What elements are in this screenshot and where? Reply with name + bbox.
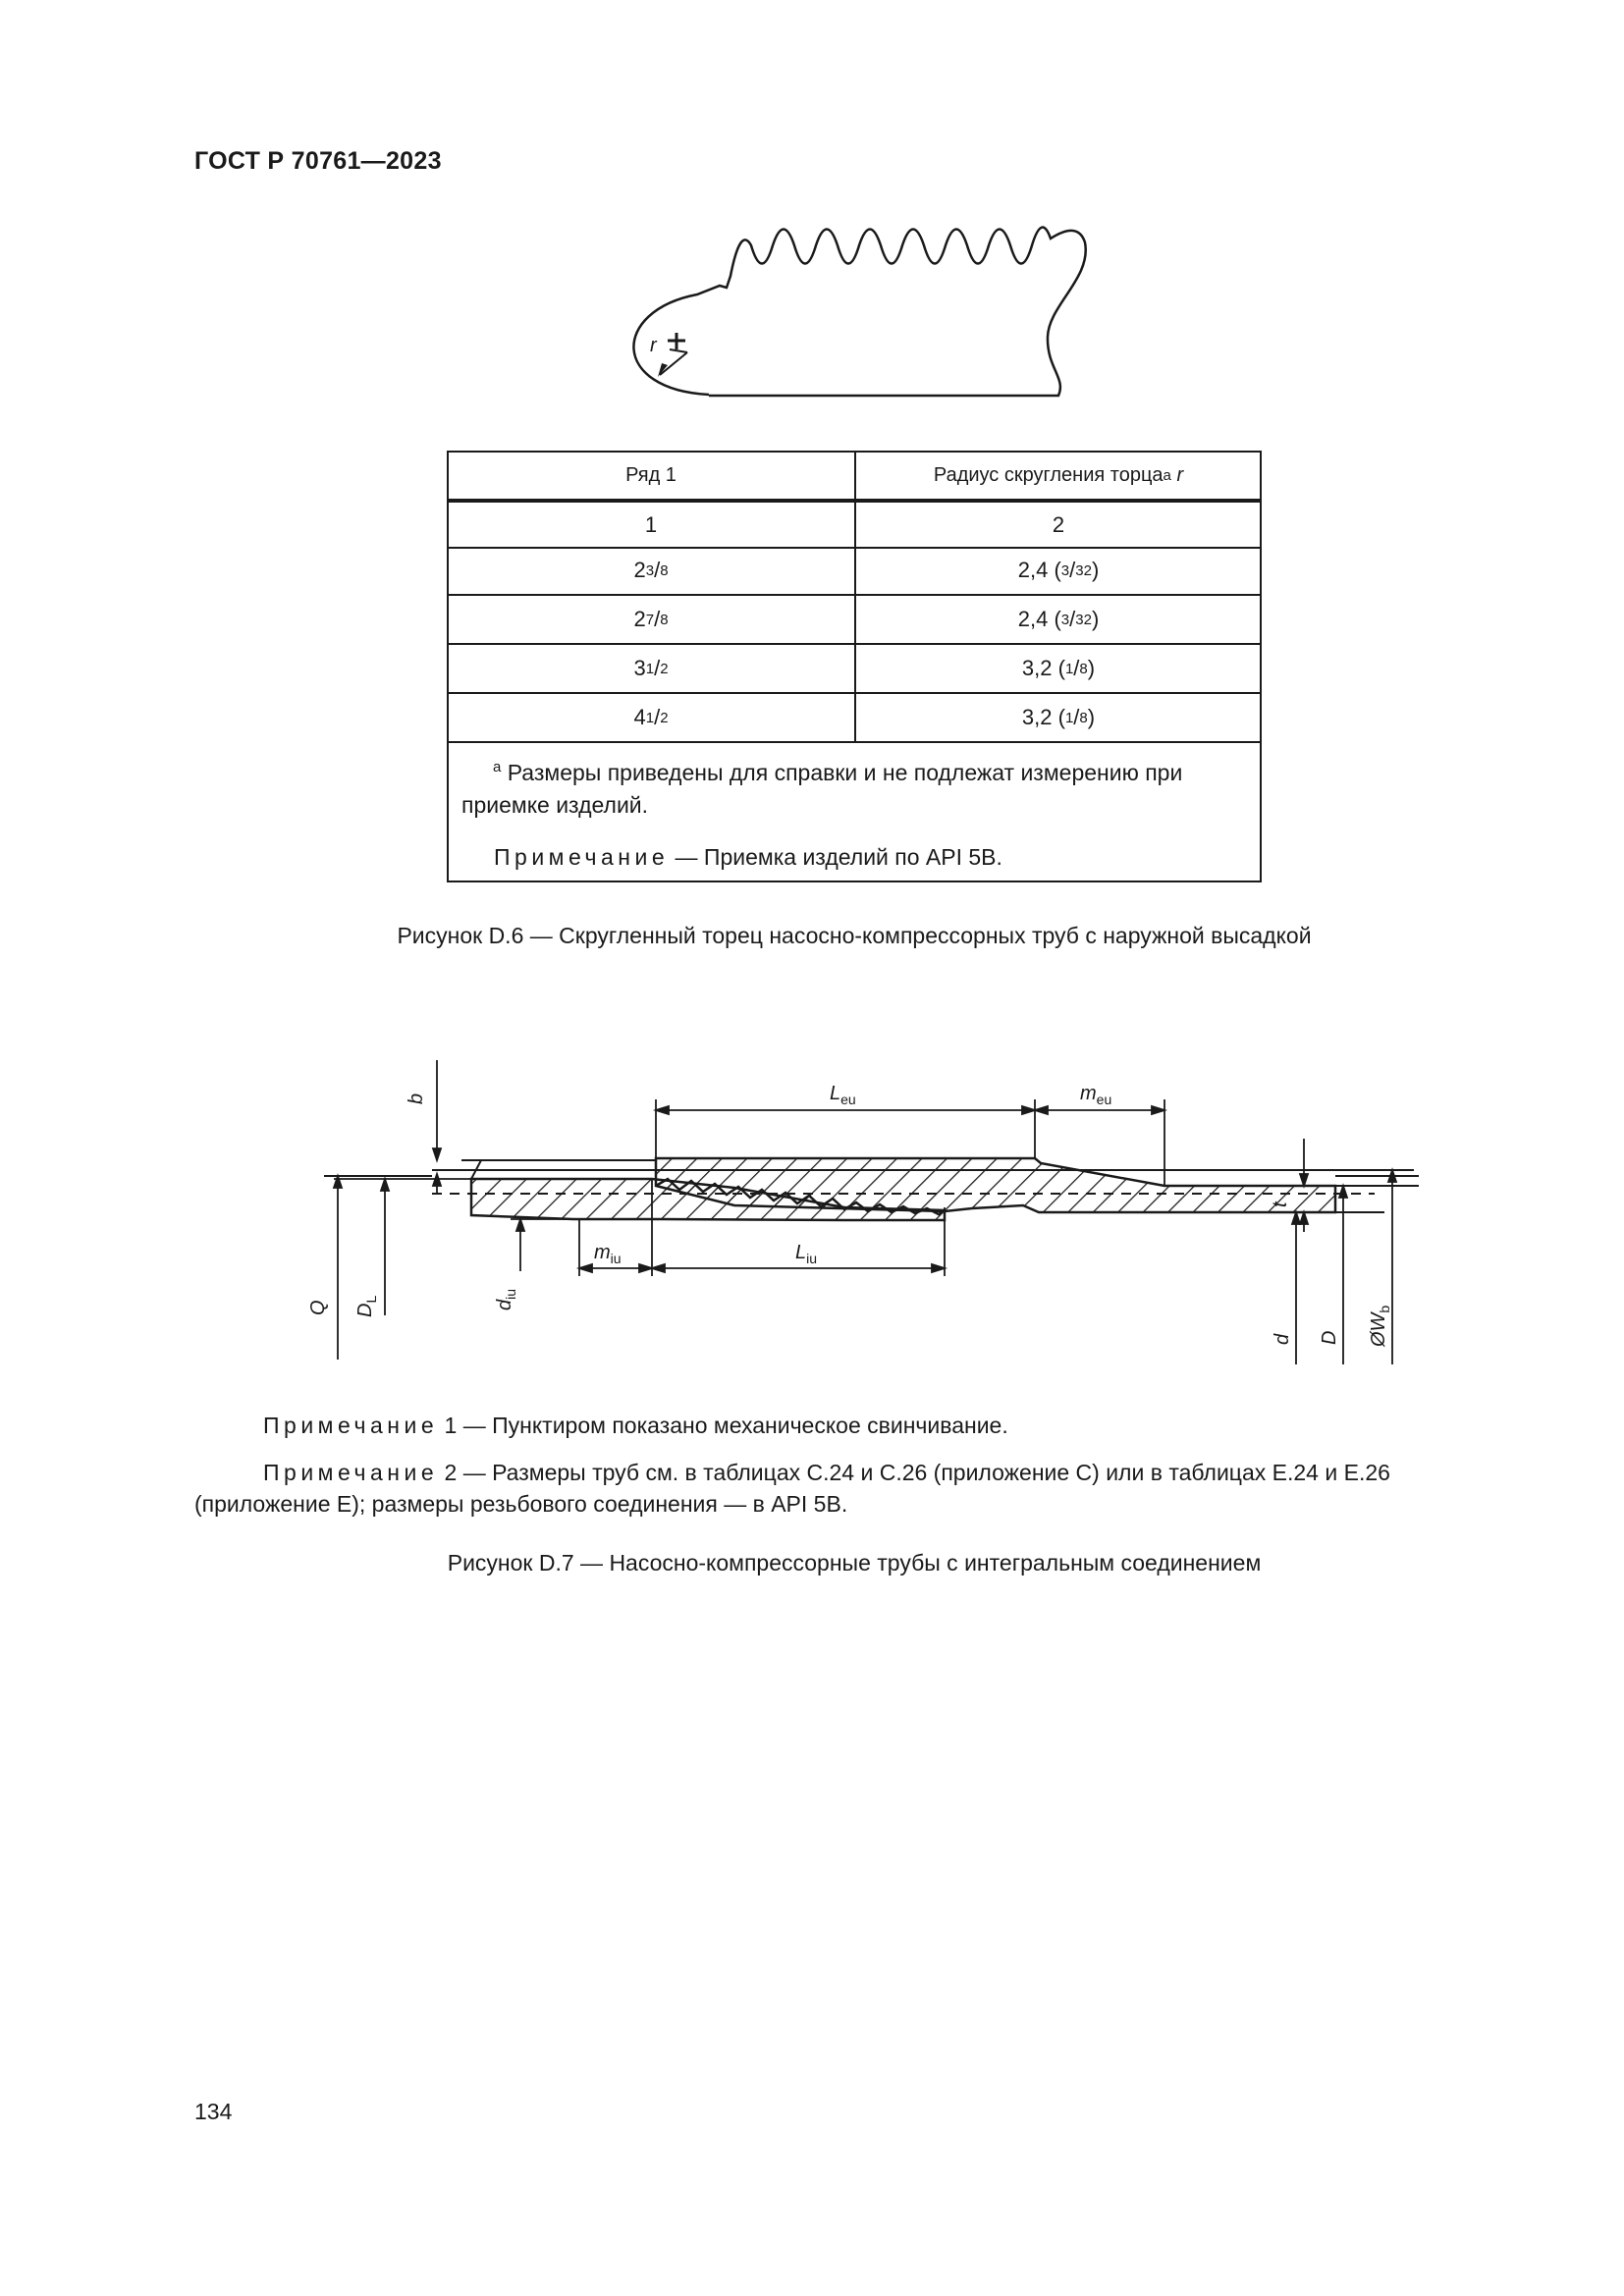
footnote-line1: Размеры приведены для справки и не подлежат измерению при — [507, 760, 1183, 785]
header-radius-text: Радиус скругления торца — [933, 464, 1164, 486]
rounded-end-drawing — [609, 221, 1100, 407]
radius-frac-den: 32 — [1075, 611, 1092, 628]
size-cell: 2 7 / 8 — [448, 596, 856, 643]
table-row — [448, 694, 1261, 743]
radius-value: 2,4 — [1017, 558, 1049, 582]
size-whole: 2 — [633, 558, 646, 582]
note2-text: 2 — Размеры труб см. в таблицах С.24 и С.26 (приложение С) или в таблицах Е.24 и Е.26 — [444, 1460, 1390, 1485]
table-row — [448, 547, 1261, 596]
table-index-row — [448, 501, 1261, 549]
radius-frac-num: 3 — [1060, 561, 1070, 579]
radius-cell: 3,2 ( 1 / 8 ) — [1021, 656, 1096, 680]
header-cell-row: Ряд 1 — [448, 453, 856, 499]
dim-Q: Q — [307, 1300, 329, 1315]
size-den: 8 — [660, 561, 669, 579]
dim-m-eu: $m_{eu}$ — [1080, 1083, 1112, 1107]
radius-value: 2,4 — [1017, 607, 1049, 631]
note-text: — Приемка изделий по API 5B. — [675, 844, 1002, 870]
size-num: 7 — [645, 611, 655, 628]
size-den: 2 — [660, 660, 669, 677]
page-number: 134 — [194, 2099, 233, 2124]
header-radius-var: r — [1176, 464, 1184, 486]
tubing-connection-drawing — [295, 1060, 1453, 1374]
size-cell: 4 1 / 2 — [448, 694, 856, 741]
radius-frac-den: 8 — [1079, 660, 1088, 677]
dim-D: D — [1319, 1330, 1340, 1345]
size-den: 8 — [660, 611, 669, 628]
figure-d7-caption: Рисунок D.7 — Насосно-компрессорные трубы с интегральным соединением — [447, 1550, 1262, 1575]
size-cell: 3 1 / 2 — [448, 645, 856, 692]
size-num: 1 — [645, 660, 655, 677]
radius-cell: 2,4 ( 3 / 32 ) — [1017, 607, 1100, 631]
radius-cell: 2,4 ( 3 / 32 ) — [1017, 558, 1100, 582]
note2-continuation: (приложение Е); размеры резьбового соединения — в API 5B. — [194, 1491, 848, 1517]
footnote-line2: приемке изделий. — [461, 792, 649, 818]
header-radius-footnote-mark: a — [1163, 467, 1171, 484]
size-num: 1 — [645, 709, 655, 726]
table-note — [494, 841, 1002, 874]
dim-L-iu: $L_{iu}$ — [795, 1242, 818, 1266]
dim-L-eu: $L_{eu}$ — [830, 1083, 856, 1107]
table-header-row — [448, 453, 1261, 501]
header-cell-radius — [856, 453, 1261, 499]
document-code: ГОСТ Р 70761—2023 — [194, 147, 442, 175]
note1-word: Примечание — [263, 1413, 439, 1438]
table-row — [448, 596, 1261, 645]
figure-d6-caption: Рисунок D.6 — Скругленный торец насосно-компрессорных труб с наружной высадкой — [397, 923, 1312, 948]
radius-frac-num: 3 — [1060, 611, 1070, 628]
table-row — [448, 645, 1261, 694]
note2-word: Примечание — [263, 1460, 439, 1485]
note1-text: 1 — Пунктиром показано механическое свинчивание. — [444, 1413, 1008, 1438]
figure-d7-note-2 — [194, 1457, 1530, 1520]
dim-W-b: $ØW_b$ — [1368, 1305, 1392, 1347]
radius-frac-num: 1 — [1064, 709, 1074, 726]
dim-m-iu: $m_{iu}$ — [594, 1242, 622, 1266]
footnote-marker: a — [493, 759, 502, 775]
radius-frac-den: 8 — [1079, 709, 1088, 726]
radius-value: 3,2 — [1021, 656, 1053, 680]
dim-D-L: $D_L$ — [354, 1295, 379, 1317]
radius-frac-den: 32 — [1075, 561, 1092, 579]
dim-t: t — [1270, 1201, 1291, 1207]
figure-d7-note-1 — [263, 1410, 1008, 1441]
radius-value: 3,2 — [1021, 705, 1053, 729]
size-cell: 2 3 / 8 — [448, 547, 856, 594]
table-footnote — [461, 751, 1257, 822]
size-num: 3 — [645, 561, 655, 579]
radius-cell: 3,2 ( 1 / 8 ) — [1021, 705, 1096, 729]
index-cell-2: 2 — [1052, 511, 1065, 537]
size-whole: 2 — [633, 607, 646, 631]
size-whole: 3 — [633, 656, 646, 680]
dim-b: b — [406, 1093, 427, 1104]
size-whole: 4 — [633, 705, 646, 729]
dim-d: d — [1272, 1333, 1293, 1345]
note-word: Примечание — [494, 844, 670, 870]
index-cell-1: 1 — [448, 503, 856, 547]
radius-label: r — [650, 335, 657, 356]
size-den: 2 — [660, 709, 669, 726]
dim-d-iu: $d_{iu}$ — [494, 1288, 518, 1310]
radius-frac-num: 1 — [1064, 660, 1074, 677]
